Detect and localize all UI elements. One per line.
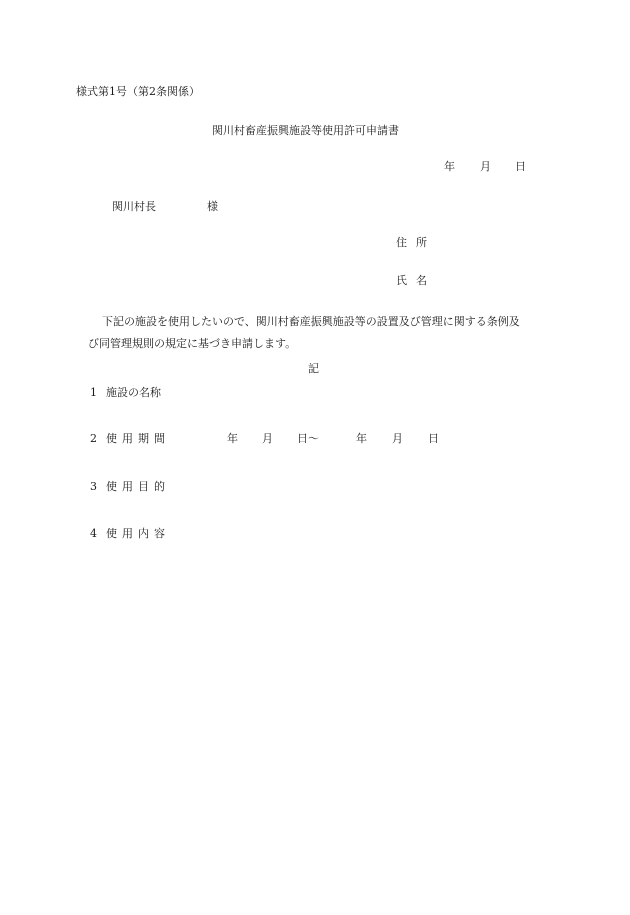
period-end-day: 日 <box>428 432 439 445</box>
period-start-month: 月 <box>262 432 273 445</box>
period-end-year: 年 <box>356 432 367 445</box>
date-day-label: 日 <box>515 160 526 173</box>
item-label-usage-purpose: 使用目的 <box>106 480 170 493</box>
recipient-name: 関川村長 <box>112 200 156 213</box>
form-number: 様式第1号（第2条関係） <box>76 85 200 98</box>
body-text-line-2: び同管理規則の規定に基づき申請します。 <box>88 337 297 350</box>
item-label-facility-name: 施設の名称 <box>106 386 161 399</box>
period-start-day: 日～ <box>297 432 319 445</box>
item-number-1: 1 <box>90 386 97 399</box>
address-label: 住所 <box>396 236 436 249</box>
item-label-usage-content: 使用内容 <box>106 527 170 540</box>
document-title: 関川村畜産振興施設等使用許可申請書 <box>212 124 399 137</box>
item-number-3: 3 <box>90 480 97 493</box>
ki-heading: 記 <box>308 362 319 375</box>
period-end-month: 月 <box>392 432 403 445</box>
item-number-4: 4 <box>90 527 97 540</box>
date-month-label: 月 <box>480 160 491 173</box>
item-label-usage-period: 使用期間 <box>106 432 170 445</box>
applicant-name-label: 氏名 <box>396 274 436 287</box>
body-text-line-1: 下記の施設を使用したいので、関川村畜産振興施設等の設置及び管理に関する条例及 <box>102 315 520 328</box>
recipient-honorific: 様 <box>207 200 218 213</box>
date-year-label: 年 <box>444 160 455 173</box>
item-number-2: 2 <box>90 432 97 445</box>
period-start-year: 年 <box>227 432 238 445</box>
